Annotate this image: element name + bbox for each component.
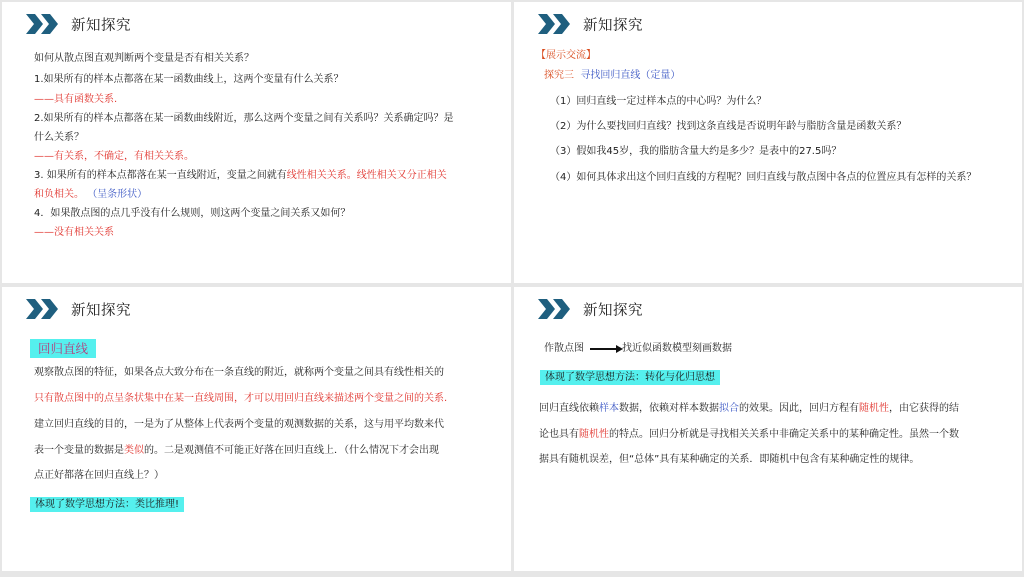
paragraph-line-3: 据具有随机误差，但“总体”具有某种确定的关系．即随机中包含有某种确定性的规律。 xyxy=(539,454,920,465)
flow-left-label: 作散点图 xyxy=(544,343,584,354)
question-3-highlight: 线性相关关系。线性相关又分正相关 xyxy=(286,170,447,181)
double-chevron-icon xyxy=(538,299,574,319)
double-chevron-icon xyxy=(538,14,574,34)
slide-3 xyxy=(2,287,511,571)
section-label: 【展示交流】 xyxy=(536,50,596,61)
text-segment: 论也具有 xyxy=(539,429,579,440)
highlight-randomness: 随机性 xyxy=(859,403,889,414)
header-title: 新知探究 xyxy=(71,302,131,319)
text-segment: 的效果。因此，回归方程有 xyxy=(739,403,859,414)
question-1: 1.如果所有的样本点都落在某一函数曲线上，这两个变量有什么关系？ xyxy=(34,74,344,85)
paragraph-line-4-prefix: 表一个变量的数据是 xyxy=(34,445,124,456)
question-item-1: （1）回归直线一定过样本点的中心吗？为什么？ xyxy=(550,96,767,107)
method-tag: 体现了数学思想方法：转化与化归思想 xyxy=(540,370,720,385)
paragraph-line-4-highlight: 类似 xyxy=(124,445,144,456)
paragraph-line-1 xyxy=(539,402,959,415)
paragraph-line-2 xyxy=(539,428,959,441)
text-segment: 的特点。回归分析就是寻找相关关系中非确定关系中的某种确定性。虽然一个数 xyxy=(609,429,959,440)
slide-2 xyxy=(514,2,1022,283)
slide-header xyxy=(538,13,643,35)
answer-2: ——有关系，不确定，有相关关系。 xyxy=(34,151,194,162)
explore-heading xyxy=(544,69,680,82)
regression-line-tag: 回归直线 xyxy=(30,339,96,358)
flow-right-label: 找近似函数模型刻画数据 xyxy=(622,343,732,354)
paragraph-line-5: 点正好都落在回归直线上？） xyxy=(34,470,164,481)
explore-prefix: 探究三 xyxy=(544,70,574,81)
paragraph-line-4 xyxy=(34,444,439,457)
header-title: 新知探究 xyxy=(583,302,643,319)
question-3-prefix: 3. 如果所有的样本点都落在某一直线附近，变量之间就有 xyxy=(34,170,287,181)
question-3-line-1 xyxy=(34,169,447,182)
slide-header xyxy=(26,13,131,35)
question-4: 4．如果散点图的点几乎没有什么规则，则这两个变量之间关系又如何？ xyxy=(34,208,351,219)
highlight-randomness: 随机性 xyxy=(579,429,609,440)
double-chevron-icon xyxy=(26,14,62,34)
question-item-3: （3）假如我45岁，我的脂肪含量大约是多少？是表中的27.5吗？ xyxy=(550,146,842,157)
question-3-highlight-2: 和负相关。 xyxy=(34,189,84,200)
text-segment: ，由它获得的结 xyxy=(889,403,959,414)
question-2-line-2: 什么关系？ xyxy=(34,132,84,143)
paragraph-line-1: 观察散点图的特征，如果各点大致分布在一条直线的附近，就称两个变量之间具有线性相关的 xyxy=(34,367,444,378)
paragraph-line-2: 只有散点图中的点呈条状集中在某一直线周围，才可以用回归直线来描述两个变量之间的关系. xyxy=(34,393,448,404)
text-segment: 回归直线依赖 xyxy=(539,403,599,414)
answer-4: ——没有相关关系 xyxy=(34,227,114,238)
explore-title: 寻找回归直线（定量） xyxy=(580,70,681,81)
slide-1 xyxy=(2,2,511,283)
highlight-fit: 拟合 xyxy=(719,403,739,414)
header-title: 新知探究 xyxy=(71,17,131,34)
slide-header xyxy=(538,298,643,320)
slide-header xyxy=(26,298,131,320)
question-item-2: （2）为什么要找回归直线？找到这条直线是否说明年龄与脂肪含量是函数关系？ xyxy=(550,121,907,132)
header-title: 新知探究 xyxy=(583,17,643,34)
answer-1: ——具有函数关系. xyxy=(34,94,118,105)
text-segment: 数据，依赖对样本数据 xyxy=(619,403,719,414)
question-3-line-2 xyxy=(34,188,147,201)
question-3-note: （呈条形状） xyxy=(87,189,148,200)
flow-arrow-line xyxy=(590,348,618,350)
question-2-line-1: 2.如果所有的样本点都落在某一函数曲线附近，那么这两个变量之间有关系吗？关系确定吗？是 xyxy=(34,113,454,124)
paragraph-line-3: 建立回归直线的目的，一是为了从整体上代表两个变量的观测数据的关系，这与用平均数来代 xyxy=(34,419,444,430)
question-intro: 如何从散点图直观判断两个变量是否有相关关系？ xyxy=(34,53,254,64)
paragraph-line-4-suffix: 的。二是观测值不可能正好落在回归直线上．（什么情况下才会出现 xyxy=(144,445,439,456)
highlight-sample: 样本 xyxy=(599,403,619,414)
question-item-4: （4）如何具体求出这个回归直线的方程呢？回归直线与散点图中各点的位置应具有怎样的关系？ xyxy=(550,172,977,183)
method-tag: 体现了数学思想方法：类比推理! xyxy=(30,497,184,512)
double-chevron-icon xyxy=(26,299,62,319)
slide-4 xyxy=(514,287,1022,571)
